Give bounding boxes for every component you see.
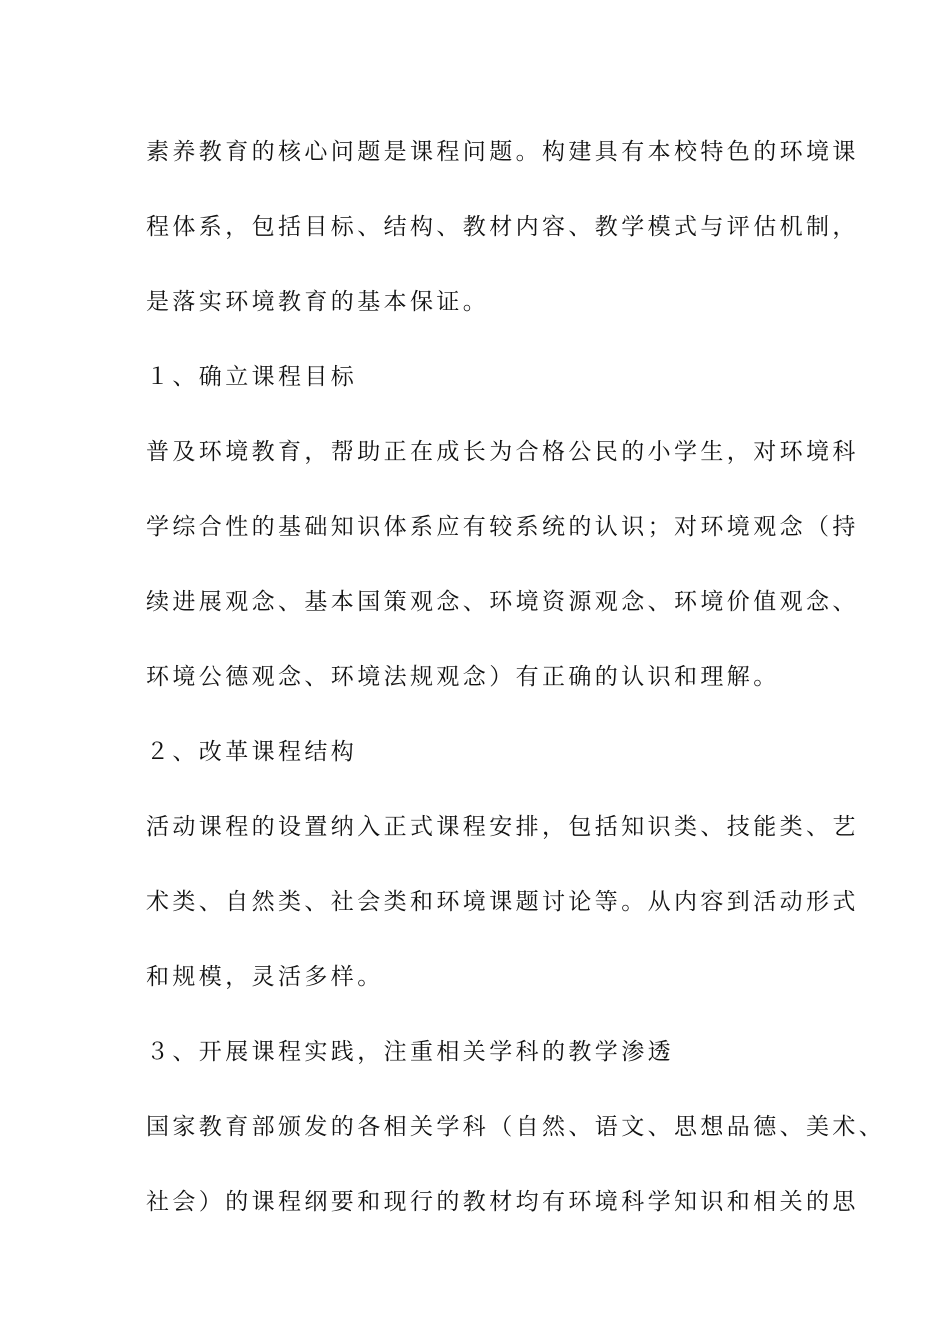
paragraph-line: 续进展观念、基本国策观念、环境资源观念、环境价值观念、 bbox=[146, 589, 859, 615]
paragraph-line: 程体系，包括目标、结构、教材内容、教学模式与评估机制， bbox=[146, 214, 859, 240]
paragraph-line: 术类、自然类、社会类和环境课题讨论等。从内容到活动形式 bbox=[146, 889, 859, 915]
paragraph-line: 普及环境教育，帮助正在成长为合格公民的小学生，对环境科 bbox=[146, 439, 859, 465]
section-heading: ３、开展课程实践，注重相关学科的教学渗透 bbox=[146, 1039, 674, 1065]
section-heading: １、确立课程目标 bbox=[146, 364, 358, 390]
paragraph-line: 素养教育的核心问题是课程问题。构建具有本校特色的环境课 bbox=[146, 139, 859, 165]
paragraph-line: 是落实环境教育的基本保证。 bbox=[146, 289, 490, 315]
section-heading: ２、改革课程结构 bbox=[146, 739, 358, 765]
paragraph-line: 国家教育部颁发的各相关学科（自然、语文、思想品德、美术、 bbox=[146, 1114, 886, 1140]
paragraph-line: 和规模，灵活多样。 bbox=[146, 964, 384, 990]
paragraph-line: 社会）的课程纲要和现行的教材均有环境科学知识和相关的思 bbox=[146, 1189, 859, 1215]
paragraph-line: 环境公德观念、环境法规观念）有正确的认识和理解。 bbox=[146, 664, 780, 690]
paragraph-line: 活动课程的设置纳入正式课程安排，包括知识类、技能类、艺 bbox=[146, 814, 859, 840]
paragraph-line: 学综合性的基础知识体系应有较系统的认识；对环境观念（持 bbox=[146, 514, 859, 540]
